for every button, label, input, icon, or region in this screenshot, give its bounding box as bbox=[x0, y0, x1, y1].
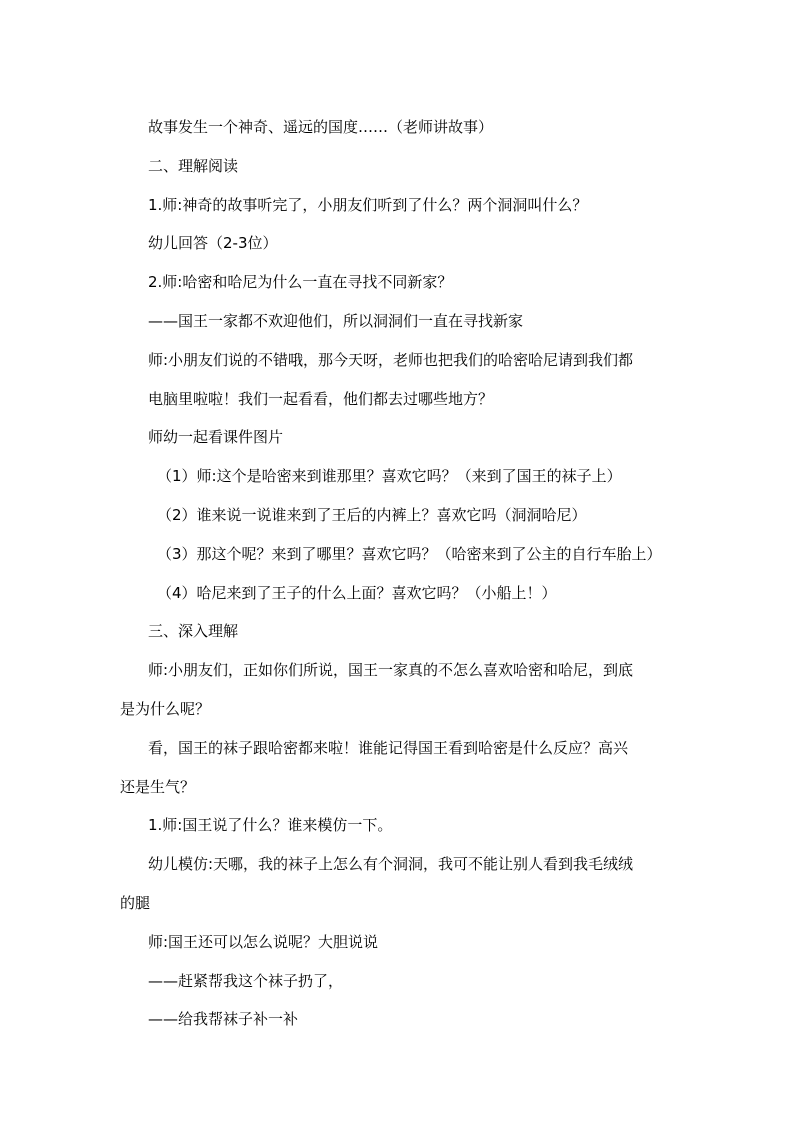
paragraph-line-3: 1.师:神奇的故事听完了，小朋友们听到了什么？两个洞洞叫什么？ bbox=[148, 195, 588, 214]
section-heading-2: 二、理解阅读 bbox=[148, 156, 239, 175]
paragraph-line-17: 看，国王的袜子跟哈密都来啦！谁能记得国王看到哈密是什么反应？高兴 bbox=[148, 738, 629, 757]
paragraph-line-8: 电脑里啦啦！我们一起看看，他们都去过哪些地方？ bbox=[148, 389, 494, 408]
list-item-3: （3）那这个呢？来到了哪里？喜欢它吗？（哈密来到了公主的自行车胎上） bbox=[157, 544, 662, 563]
paragraph-line-16: 是为什么呢？ bbox=[120, 699, 211, 718]
paragraph-line-20: 幼儿模仿:天哪，我的袜子上怎么有个洞洞，我可不能让别人看到我毛绒绒 bbox=[148, 855, 634, 874]
paragraph-line-22: 师:国王还可以怎么说呢？大胆说说 bbox=[148, 932, 379, 951]
list-item-2: （2）谁来说一说谁来到了王后的内裤上？喜欢它吗（洞洞哈尼） bbox=[157, 505, 587, 524]
paragraph-line-7: 师:小朋友们说的不错哦，那今天呀，老师也把我们的哈密哈尼请到我们都 bbox=[148, 350, 634, 369]
paragraph-line-15: 师:小朋友们，正如你们所说，国王一家真的不怎么喜欢哈密和哈尼，到底 bbox=[148, 661, 634, 680]
paragraph-line-1: 故事发生一个神奇、遥远的国度……（老师讲故事） bbox=[148, 118, 494, 136]
paragraph-line-5: 2.师:哈密和哈尼为什么一直在寻找不同新家？ bbox=[148, 273, 453, 292]
paragraph-line-24: ——给我帮袜子补一补 bbox=[148, 1010, 299, 1029]
document-body bbox=[120, 108, 680, 1039]
paragraph-line-9: 师幼一起看课件图片 bbox=[148, 428, 284, 447]
section-heading-3: 三、深入理解 bbox=[148, 622, 239, 641]
list-item-4: （4）哈尼来到了王子的什么上面？喜欢它吗？（小船上！） bbox=[157, 583, 557, 602]
paragraph-line-18: 还是生气？ bbox=[120, 777, 196, 796]
paragraph-line-4: 幼儿回答（2-3位） bbox=[148, 234, 278, 253]
list-item-1: （1）师:这个是哈密来到谁那里？喜欢它吗？（来到了国王的袜子上） bbox=[157, 467, 622, 486]
paragraph-line-21: 的腿 bbox=[120, 893, 151, 912]
paragraph-line-19: 1.师:国王说了什么？谁来模仿一下。 bbox=[148, 816, 393, 835]
paragraph-line-23: ——赶紧帮我这个袜子扔了， bbox=[148, 971, 344, 990]
paragraph-line-6: ——国王一家都不欢迎他们，所以洞洞们一直在寻找新家 bbox=[148, 311, 524, 330]
